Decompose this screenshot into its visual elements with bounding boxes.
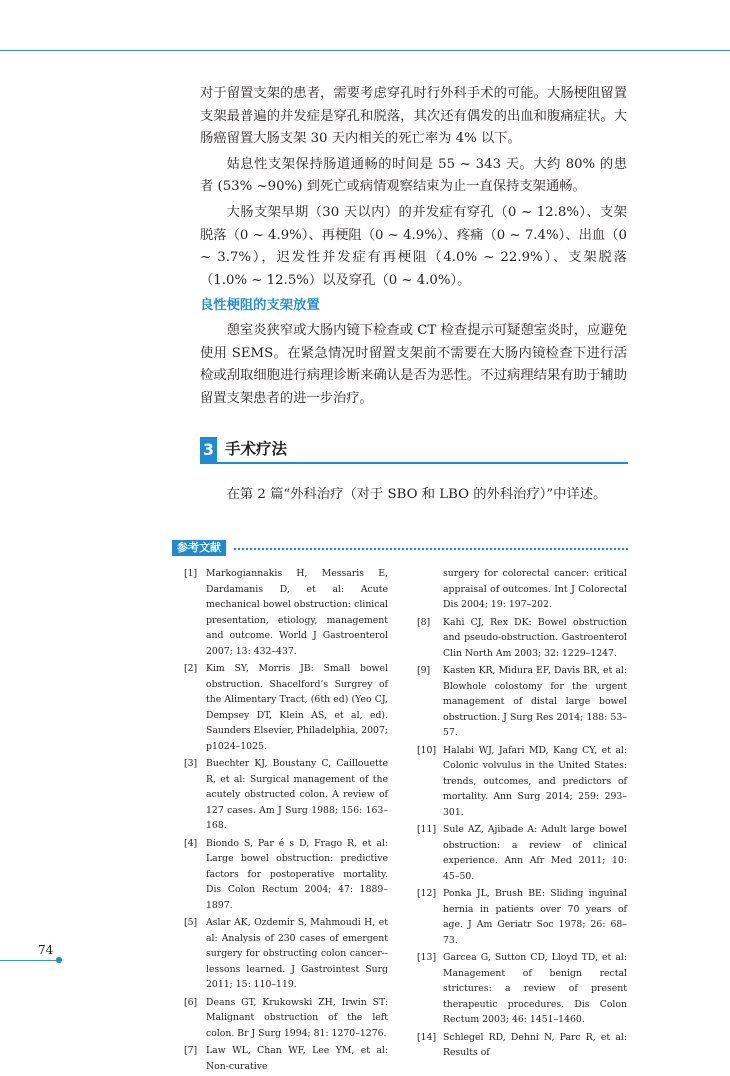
reference-text: Aslar AK, Ozdemir S, Mahmoudi H, et al: Analysis of 230 cases of emergent surgery for obstructing colon cancer--lessons learned. J Gastrointest Surg 2011; 15: 110–119. bbox=[206, 917, 388, 990]
footer-dot bbox=[56, 957, 62, 963]
reference-number: [12] bbox=[417, 888, 437, 899]
reference-text: surgery for colorectal cancer: critical appraisal of outcomes. Int J Colorectal Dis 2004; 19: 197–202. bbox=[443, 568, 627, 610]
reference-item bbox=[184, 661, 388, 754]
reference-item bbox=[417, 950, 627, 1028]
section-body: 在第 2 篇“外科治疗（对于 SBO 和 LBO 的外科治疗）”中详述。 bbox=[226, 487, 607, 502]
reference-text: Law WL, Chan WF, Lee YM, et al: Non-curative bbox=[206, 1045, 388, 1072]
page-number: 74 bbox=[38, 943, 54, 957]
reference-item bbox=[184, 995, 388, 1042]
section-heading bbox=[200, 437, 628, 464]
footer-rule bbox=[0, 960, 60, 961]
reference-item bbox=[184, 756, 388, 834]
reference-number: [3] bbox=[184, 758, 198, 769]
reference-text: Kahi CJ, Rex DK: Bowel obstruction and pseudo-obstruction. Gastroenterol Clin North Am 2003; 32: 1229–1247. bbox=[443, 616, 627, 659]
reference-text: Biondo S, Par é s D, Frago R, et al: Large bowel obstruction: predictive factors for postoperative mortality. Dis Colon Rectum 2004; 47: 1889–1897. bbox=[206, 837, 388, 911]
reference-number: [5] bbox=[184, 917, 198, 928]
reference-item bbox=[184, 1043, 388, 1074]
paragraph-benign-stent: 憩室炎狭窄或大肠内镜下检查或 CT 检查提示可疑憩室炎时，应避免使用 SEMS。在紧急情况时留置支架前不需要在大肠内镜检查下进行活检或刮取细胞进行病理诊断来确认是否为恶性。不过病理结果有助于辅助留置支架患者的进一步治疗。 bbox=[200, 322, 627, 406]
reference-text: Sule AZ, Ajibade A: Adult large bowel obstruction: a review of clinical experience. Ann Afr Med 2011; 10: 45–50. bbox=[443, 824, 627, 882]
reference-item bbox=[417, 1030, 627, 1061]
references-left-column bbox=[184, 566, 388, 1076]
reference-number: [13] bbox=[417, 952, 437, 963]
reference-text: Schlegel RD, Dehni N, Parc R, et al: Results of bbox=[443, 1031, 627, 1058]
reference-text: Markogiannakis H, Messaris E, Dardamanis D, et al: Acute mechanical bowel obstruction: clinical presentation, etiology, management and outcome. World J Gastroenterol 2007; 13: 432–437. bbox=[206, 568, 388, 657]
reference-text: Halabi WJ, Jafari MD, Kang CY, et al: Colonic volvulus in the United States: trends, outcomes, and predictors of mortality. Ann Surg 2014; 259: 293–301. bbox=[443, 744, 627, 818]
reference-text: Deans GT, Krukowski ZH, Irwin ST: Malignant obstruction of the left colon. Br J Surg 1994; 81: 1270–1276. bbox=[206, 996, 388, 1039]
reference-text: Garcea G, Sutton CD, Lloyd TD, et al: Management of benign rectal strictures: a review of present therapeutic procedures. Dis Colon Rectum 2003; 46: 1451–1460. bbox=[443, 952, 627, 1025]
reference-number: [1] bbox=[184, 568, 198, 579]
subheading-benign-stent: 良性梗阻的支架放置 bbox=[200, 298, 320, 314]
reference-item bbox=[417, 743, 627, 821]
reference-item bbox=[184, 566, 388, 659]
reference-number: [4] bbox=[184, 837, 198, 849]
paragraph-early-late-complications: 大肠支架早期（30 天以内）的并发症有穿孔（0 ~ 12.8%）、支架脱落（0 ~ 4.9%）、再梗阻（0 ~ 4.9%）、疼痛（0 ~ 7.4%）、出血（0 ~ 3.7%），迟发性并发症有再梗阻（4.0% ~ 22.9%）、支架脱落（1.0% ~ 12.5%）以及穿孔（0 ~ 4.0%）。 bbox=[200, 204, 627, 288]
body-text-top bbox=[200, 83, 627, 413]
paragraph-patency: 姑息性支架保持肠道通畅的时间是 55 ~ 343 天。大约 80% 的患者 (53% ~90%) 到死亡或病情观察结束为止一直保持支架通畅。 bbox=[200, 156, 627, 195]
reference-number: [9] bbox=[417, 665, 431, 676]
references-right-column bbox=[417, 566, 627, 1063]
reference-number: [7] bbox=[184, 1045, 198, 1056]
reference-number: [14] bbox=[417, 1031, 437, 1043]
references-label: 参考文献 bbox=[172, 540, 226, 556]
reference-number: [10] bbox=[417, 744, 437, 756]
section-title: 手术疗法 bbox=[225, 440, 288, 458]
reference-text: Buechter KJ, Boustany C, Caillouette R, et al: Surgical management of the acutely obstructed colon. A review of 127 cases. Am J Surg 1988; 156: 163–168. bbox=[206, 758, 388, 831]
reference-item bbox=[417, 886, 627, 948]
reference-text: Kim SY, Morris JB: Small bowel obstruction. Shacelford’s Surgrey of the Alimentary Tract, (6th ed) (Yeo CJ, Dempsey DT, Klein AS, et al, ed). Saunders Elsevier, Philadelphia, 2007; p1024–1025. bbox=[206, 663, 388, 752]
reference-text: Ponka JL, Brush BE: Sliding inguinal hernia in patients over 70 years of age. J Am Geriatr Soc 1978; 26: 68–73. bbox=[443, 888, 627, 946]
paragraph-stent-complications: 对于留置支架的患者，需要考虑穿孔时行外科手术的可能。大肠梗阻留置支架最普遍的并发症是穿孔和脱落，其次还有偶发的出血和腹痛症状。大肠癌留置大肠支架 30 天内相关的死亡率为 4% 以下。 bbox=[200, 86, 627, 147]
reference-number: [6] bbox=[184, 996, 198, 1008]
references-header bbox=[172, 540, 628, 556]
reference-number: [8] bbox=[417, 616, 431, 628]
reference-item bbox=[417, 566, 627, 613]
header-rule bbox=[0, 50, 730, 51]
reference-item bbox=[417, 822, 627, 884]
reference-number: [2] bbox=[184, 663, 198, 674]
reference-text: Kasten KR, Midura EF, Davis BR, et al: Blowhole colostomy for the urgent management of distal large bowel obstruction. J Surg Res 2014; 188: 53–57. bbox=[443, 665, 627, 738]
reference-number: [11] bbox=[417, 824, 437, 835]
reference-item bbox=[184, 836, 388, 914]
reference-number bbox=[417, 566, 443, 613]
reference-item bbox=[184, 915, 388, 993]
reference-item bbox=[417, 663, 627, 741]
references-dotted-rule bbox=[234, 548, 628, 550]
reference-item bbox=[417, 615, 627, 662]
section-number: 3 bbox=[200, 437, 217, 462]
